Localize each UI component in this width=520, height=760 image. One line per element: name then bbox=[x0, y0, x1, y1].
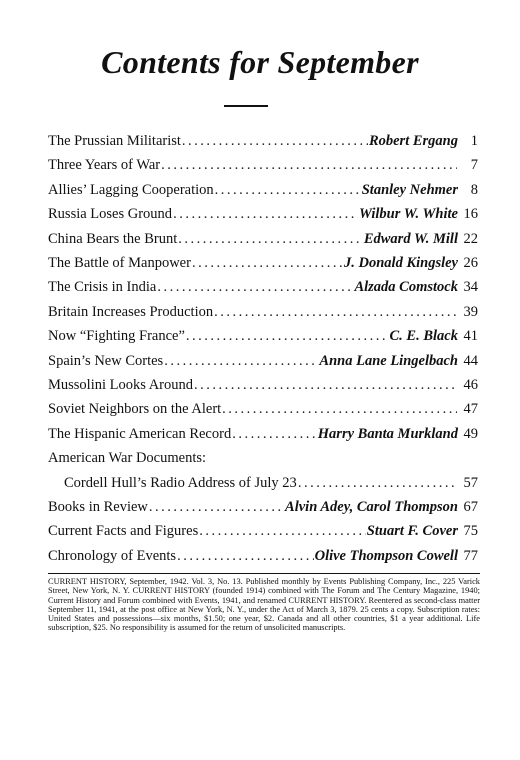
toc-entry-title: The Battle of Manpower bbox=[48, 255, 191, 271]
section-heading: American War Documents: bbox=[48, 450, 207, 467]
toc-entry bbox=[48, 231, 458, 253]
toc-entry-page: 34 bbox=[463, 279, 478, 296]
toc-entry-author: Stuart F. Cover bbox=[366, 523, 458, 540]
dot-leader bbox=[232, 426, 317, 443]
toc-entry-page: 44 bbox=[463, 352, 478, 369]
toc-entry-title: Current Facts and Figures bbox=[48, 523, 199, 540]
toc-entry-title: Spain’s New Cortes bbox=[48, 352, 164, 369]
toc-entry-author: Anna Lane Lingelbach bbox=[319, 352, 458, 369]
toc-entry bbox=[48, 182, 458, 204]
toc-entry-page: 1 bbox=[470, 133, 478, 149]
title-rule bbox=[224, 105, 268, 107]
toc-entry-title: Soviet Neighbors on the Alert bbox=[48, 401, 222, 418]
dot-leader bbox=[199, 523, 366, 540]
dot-leader bbox=[161, 157, 457, 174]
dot-leader bbox=[214, 304, 457, 321]
toc-entry-page: 41 bbox=[463, 328, 478, 345]
dot-leader bbox=[178, 231, 363, 248]
toc-entry-author: Wilbur W. White bbox=[359, 206, 458, 223]
toc-entry-page: 26 bbox=[463, 255, 478, 271]
toc-entry-page: 8 bbox=[470, 181, 478, 198]
toc-entry-author: Stanley Nehmer bbox=[361, 181, 458, 198]
dot-leader bbox=[157, 279, 353, 296]
toc-entry bbox=[48, 499, 458, 521]
page-title: Contents for September bbox=[101, 44, 419, 80]
toc-entry bbox=[48, 548, 458, 570]
toc-entry-title: Britain Increases Production bbox=[48, 303, 214, 320]
toc-entry-title: Allies’ Lagging Cooperation bbox=[48, 181, 214, 198]
toc-entry-title: The Prussian Militarist bbox=[48, 133, 181, 149]
toc-entry-title: Cordell Hull’s Radio Address of July 23 bbox=[64, 474, 297, 491]
dot-leader bbox=[298, 475, 457, 492]
imprint-text: CURRENT HISTORY, September, 1942. Vol. 3, No. 13. Published monthly by Events Publishing Company, Inc., 225 Varick Street, New York, N. Y. CURRENT HISTORY (founded 1914) combined with The Forum and The Century Magazine, 1940; Current History and Forum combined with Events, 1941, and renamed CURRENT HISTORY. Reentered as second-class matter September 11, 1941, at the post office at New York, N. Y., under the Act of March 3, 1879. 25 cents a copy. Subscription rates: United States and possessions—six months, $1.50; one year, $2. Canada and all other countries, $1 a year additional. Life subscription, $25. No responsibility is assumed for the return of unsolicited manuscripts. bbox=[48, 577, 480, 633]
toc-entry bbox=[48, 353, 458, 375]
toc-entry-author: C. E. Black bbox=[389, 328, 458, 345]
toc-entry-page: 49 bbox=[463, 425, 478, 442]
toc-entry-title: Russia Loses Ground bbox=[48, 206, 173, 223]
toc-entry bbox=[64, 475, 458, 497]
dot-leader bbox=[177, 548, 314, 565]
toc-entry-page: 7 bbox=[470, 157, 478, 174]
toc-entry-title: China Bears the Brunt bbox=[48, 230, 178, 247]
toc-entry bbox=[48, 255, 458, 277]
toc-entry-page: 77 bbox=[463, 547, 478, 564]
toc-entry bbox=[48, 523, 458, 545]
toc-entry-title: The Crisis in India bbox=[48, 279, 157, 296]
toc-entry bbox=[48, 133, 458, 155]
dot-leader bbox=[222, 401, 457, 418]
toc-entry-page: 75 bbox=[463, 523, 478, 540]
toc-entry-title: Now “Fighting France” bbox=[48, 328, 185, 345]
toc-entry-author: Robert Ergang bbox=[368, 133, 458, 149]
toc-entry bbox=[48, 157, 458, 179]
toc-entry-title: Three Years of War bbox=[48, 157, 161, 174]
dot-leader bbox=[186, 328, 389, 345]
imprint-divider bbox=[48, 573, 480, 574]
toc-entry-page: 46 bbox=[463, 377, 478, 393]
toc-entry bbox=[48, 426, 458, 448]
toc-entry bbox=[48, 377, 458, 399]
toc-entry-title: The Hispanic American Record bbox=[48, 425, 232, 442]
toc-entry bbox=[48, 401, 458, 423]
dot-leader bbox=[192, 255, 343, 272]
dot-leader bbox=[182, 133, 368, 150]
toc-entry-author: Edward W. Mill bbox=[363, 230, 458, 247]
toc-entry-author: Alvin Adey, Carol Thompson bbox=[285, 499, 458, 515]
toc-entry bbox=[48, 206, 458, 228]
toc-entry bbox=[48, 304, 458, 326]
toc-entry bbox=[48, 279, 458, 301]
toc-entry-page: 22 bbox=[463, 230, 478, 247]
toc-entry-page: 57 bbox=[463, 474, 478, 491]
dot-leader bbox=[164, 353, 318, 370]
toc-entry-author: Olive Thompson Cowell bbox=[314, 547, 458, 564]
toc-entry-author: Harry Banta Murkland bbox=[317, 425, 458, 442]
toc-entry bbox=[48, 328, 458, 350]
dot-leader bbox=[173, 206, 358, 223]
toc-entry-page: 47 bbox=[463, 401, 478, 418]
toc-entry-author: Alzada Comstock bbox=[354, 279, 458, 296]
dot-leader bbox=[215, 182, 361, 199]
toc-entry-page: 67 bbox=[463, 499, 478, 515]
toc-entry-page: 39 bbox=[463, 303, 478, 320]
toc-entry-title: Books in Review bbox=[48, 499, 148, 515]
toc-entry-page: 16 bbox=[463, 206, 478, 223]
dot-leader bbox=[149, 499, 284, 516]
toc-entry-title: Chronology of Events bbox=[48, 547, 177, 564]
dot-leader bbox=[194, 377, 457, 394]
toc-entry-title: Mussolini Looks Around bbox=[48, 377, 194, 393]
toc-entry-author: J. Donald Kingsley bbox=[344, 255, 458, 271]
